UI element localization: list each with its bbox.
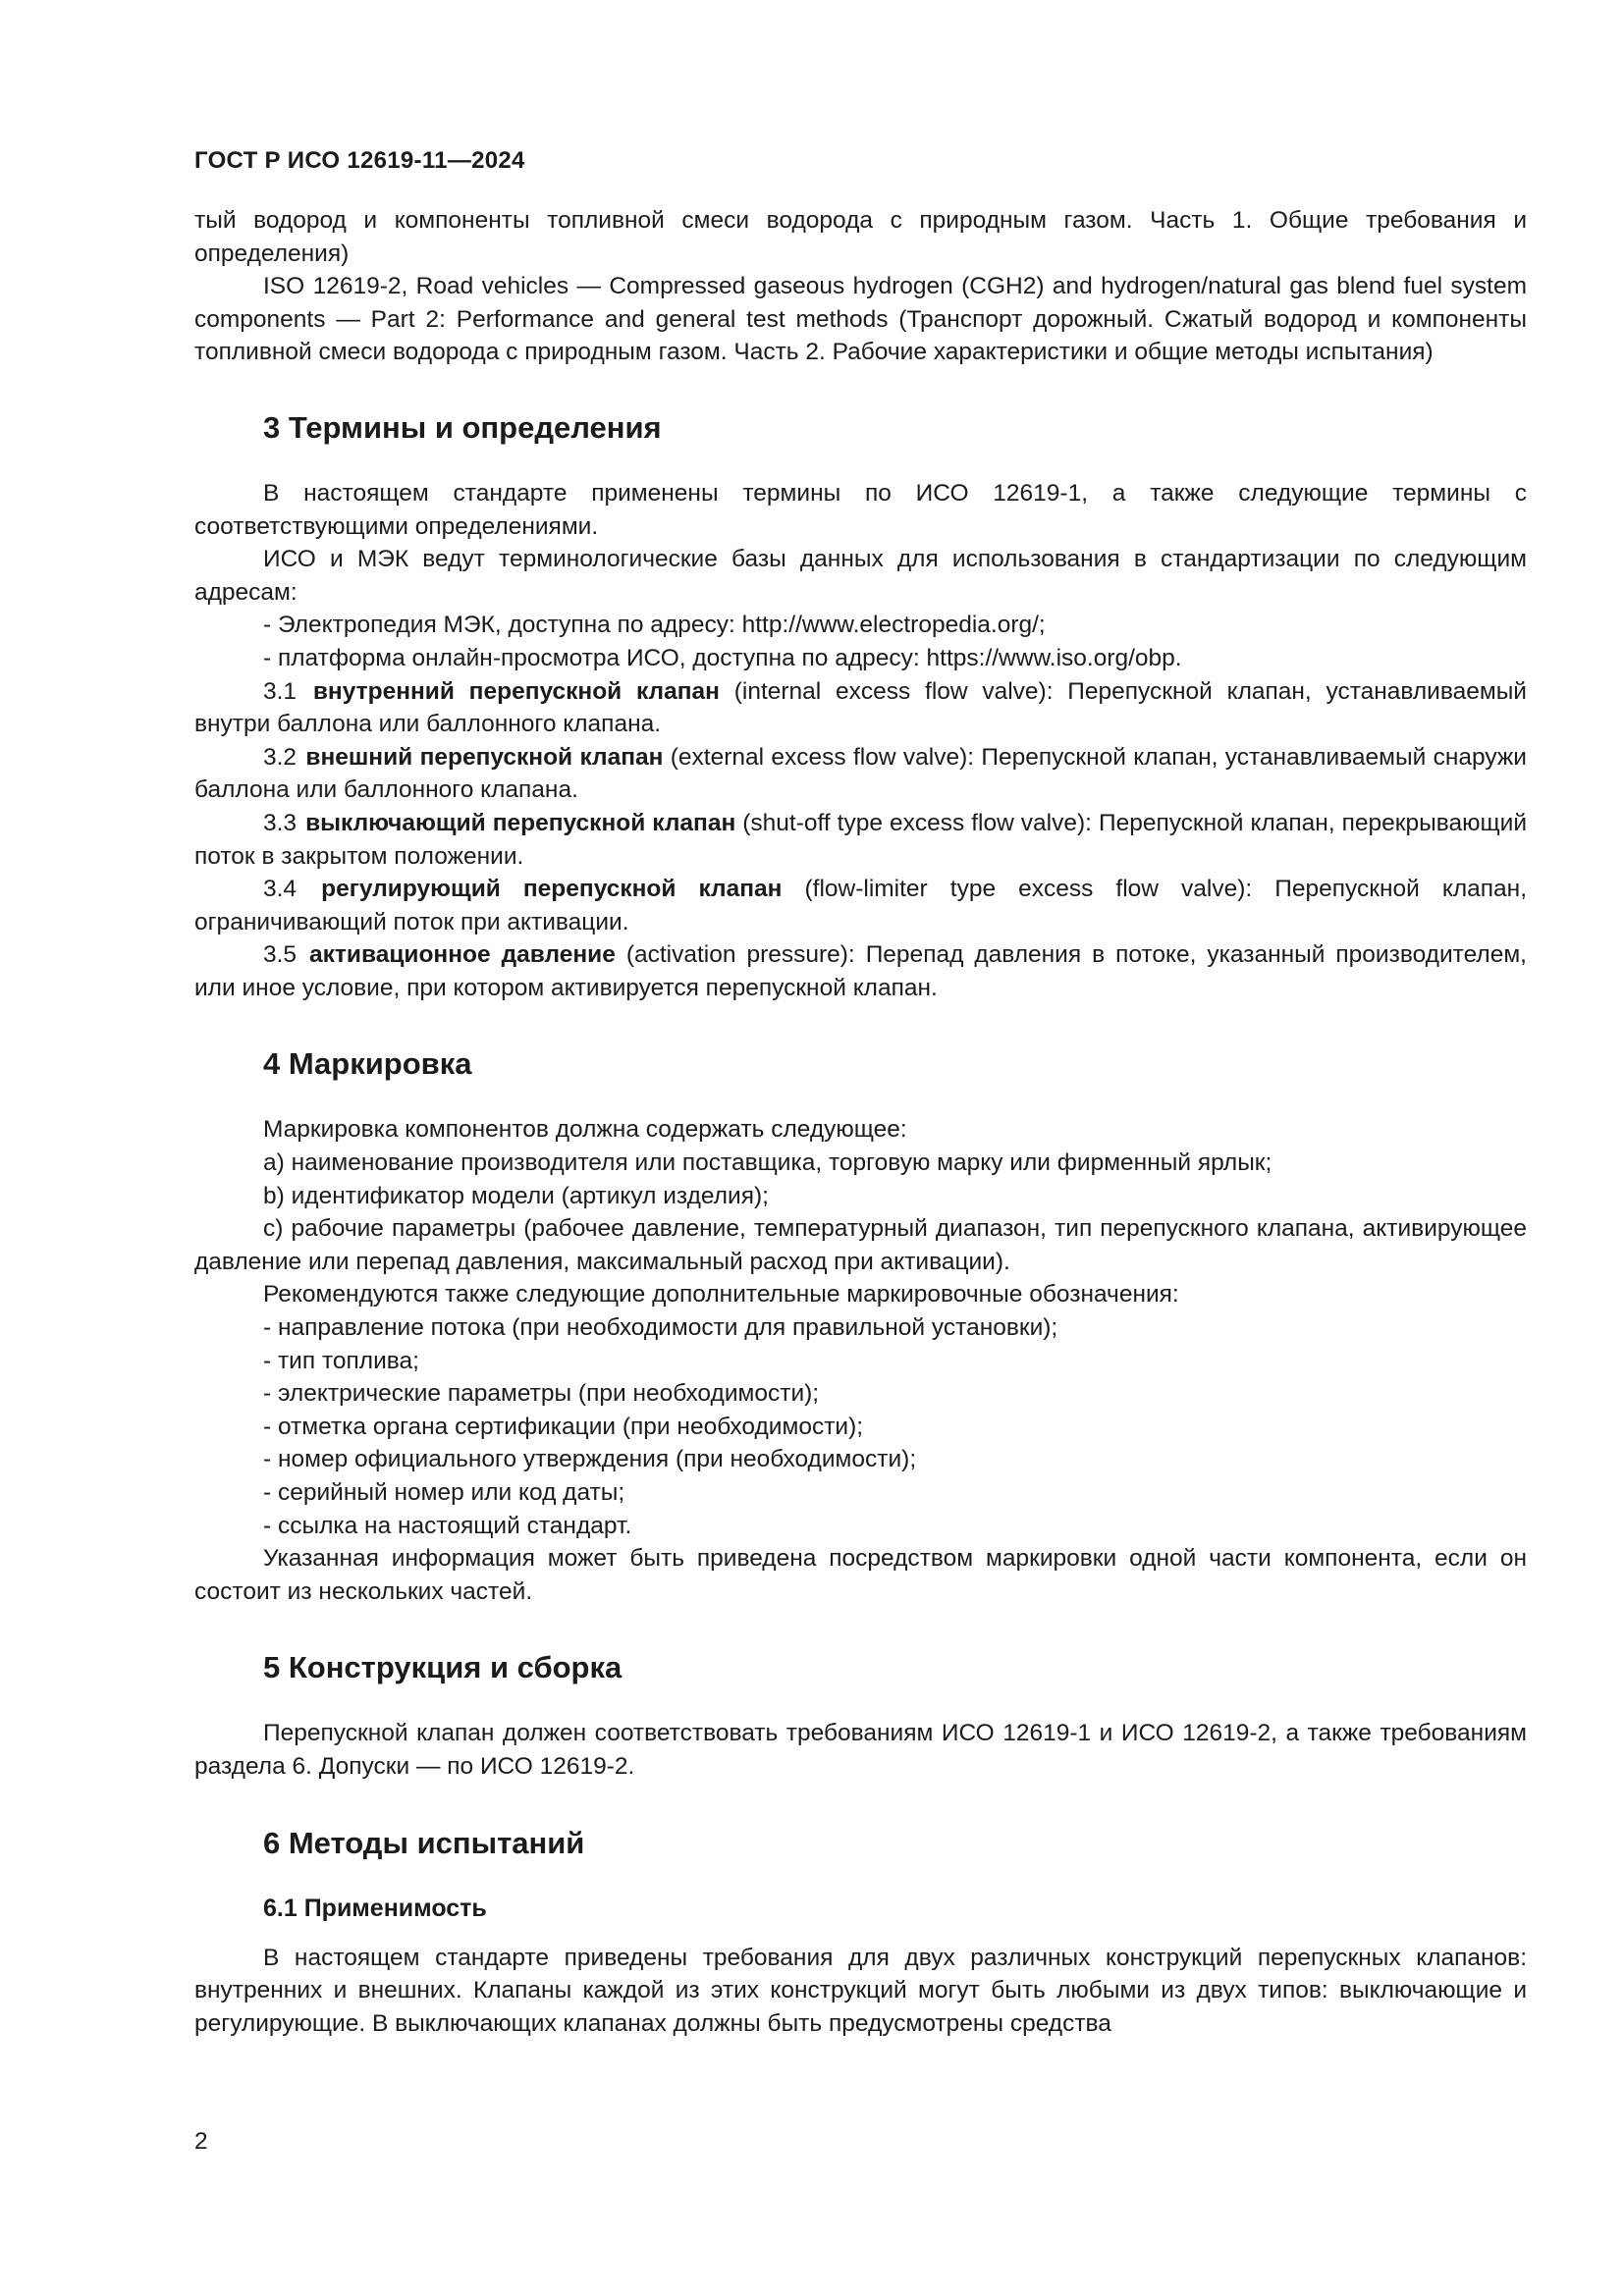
term-definition: (flow-limiter type excess flow valve): Перепускной клапан, ограничивающий поток при активации. [194,876,1527,935]
term-name: выключающий перепускной клапан [305,809,736,836]
term-definition: (shut-off type excess flow valve): Перепускной клапан, перекрывающий поток в закрытом положении. [194,809,1528,870]
term-definition: (activation pressure): Перепад давления в потоке, указанный производителем, или иное условие, при котором активируется перепускной клапан. [194,941,1527,1001]
section-5-paragraph-1: Перепускной клапан должен соответствовать требованиям ИСО 12619-1 и ИСО 12619-2, а также требованиям раздела 6. Допуски — по ИСО 12619-2. [194,1720,1527,1780]
list-item: - тип топлива; [263,1347,419,1374]
term-3-5 [194,938,1527,1004]
term-name: активационное давление [309,941,616,969]
term-definition: (internal excess flow valve): Перепускной клапан, устанавливаемый внутри баллона или баллонного клапана. [194,677,1527,738]
list-item: - ссылка на настоящий стандарт. [263,1512,632,1539]
page-number: 2 [194,2128,208,2155]
section-6-heading: 6 Методы испытаний [263,1825,585,1860]
section-4-paragraph-2: Рекомендуются также следующие дополнительные маркировочные обозначения: [263,1281,1179,1308]
list-item: - отметка органа сертификации (при необходимости); [263,1413,864,1440]
section-6-1-paragraph-1: В настоящем стандарте приведены требования для двух различных конструкций перепускных клапанов: внутренних и внешних. Клапаны каждой из этих конструкций могут быть любыми из двух типов: выключающие и регулирующие. В выключающих клапанах должны быть предусмотрены средства [194,1944,1527,2037]
list-item: - номер официального утверждения (при необходимости); [263,1446,917,1473]
section-4-paragraph-3: Указанная информация может быть приведена посредством маркировки одной части компонента, если он состоит из нескольких частей. [194,1545,1527,1605]
document-page [194,147,1527,2040]
term-number: 3.1 [263,677,298,705]
section-5-heading: 5 Конструкция и сборка [263,1650,623,1685]
term-3-2 [194,741,1527,807]
subsection-6-1-heading: 6.1 Применимость [263,1894,487,1922]
list-item: - направление потока (при необходимости для правильной установки); [263,1314,1058,1342]
section-3-paragraph-1: В настоящем стандарте применены термины по ИСО 12619-1, а также следующие термины с соответствующими определениями. [194,479,1527,540]
section-3-list-item-1: - Электропедия МЭК, доступна по адресу: http://www.electropedia.org/; [263,612,1046,639]
section-4-item-c: c) рабочие параметры (рабочее давление, температурный диапазон, тип перепускного клапана, активирующее давление или перепад давления, максимальный расход при активации). [194,1215,1527,1275]
section-3-list-item-2: - платформа онлайн-просмотра ИСО, доступна по адресу: https://www.iso.org/obp. [263,644,1182,671]
section-4-heading: 4 Маркировка [263,1046,472,1082]
section-3-heading: 3 Термины и определения [263,409,662,445]
section-4-paragraph-1: Маркировка компонентов должна содержать следующее: [263,1116,907,1144]
term-name: регулирующий перепускной клапан [321,876,783,903]
intro-paragraph-2: ISO 12619-2, Road vehicles — Compressed gaseous hydrogen (CGH2) and hydrogen/natural gas blend fuel system components — Part 2: Performance and general test methods (Транспорт дорожный. Сжатый водород и компоненты топливной смеси водорода с природным газом. Часть 2. Рабочие характеристики и общие методы испытания) [194,273,1527,366]
term-name: внешний перепускной клапан [305,743,664,771]
term-3-1 [194,675,1527,741]
list-item: - серийный номер или код даты; [263,1479,625,1506]
term-3-4 [194,873,1527,938]
list-item: - электрические параметры (при необходимости); [263,1380,820,1408]
term-number: 3.2 [263,743,298,771]
document-header: ГОСТ Р ИСО 12619-11—2024 [194,147,525,174]
intro-paragraph-1: тый водород и компоненты топливной смеси водорода с природным газом. Часть 1. Общие требования и определения) [194,207,1527,267]
section-3-paragraph-2: ИСО и МЭК ведут терминологические базы данных для использования в стандартизации по следующим адресам: [194,546,1527,606]
term-number: 3.4 [263,876,298,903]
term-definition: (external excess flow valve): Перепускной клапан, устанавливаемый снаружи баллона или баллонного клапана. [194,743,1527,804]
section-4-item-a: a) наименование производителя или поставщика, торговую марку или фирменный ярлык; [263,1149,1272,1177]
section-4-item-b: b) идентификатор модели (артикул изделия); [263,1182,769,1209]
term-name: внутренний перепускной клапан [312,677,720,705]
term-3-3 [194,807,1527,873]
term-number: 3.5 [263,941,298,969]
term-number: 3.3 [263,809,298,836]
